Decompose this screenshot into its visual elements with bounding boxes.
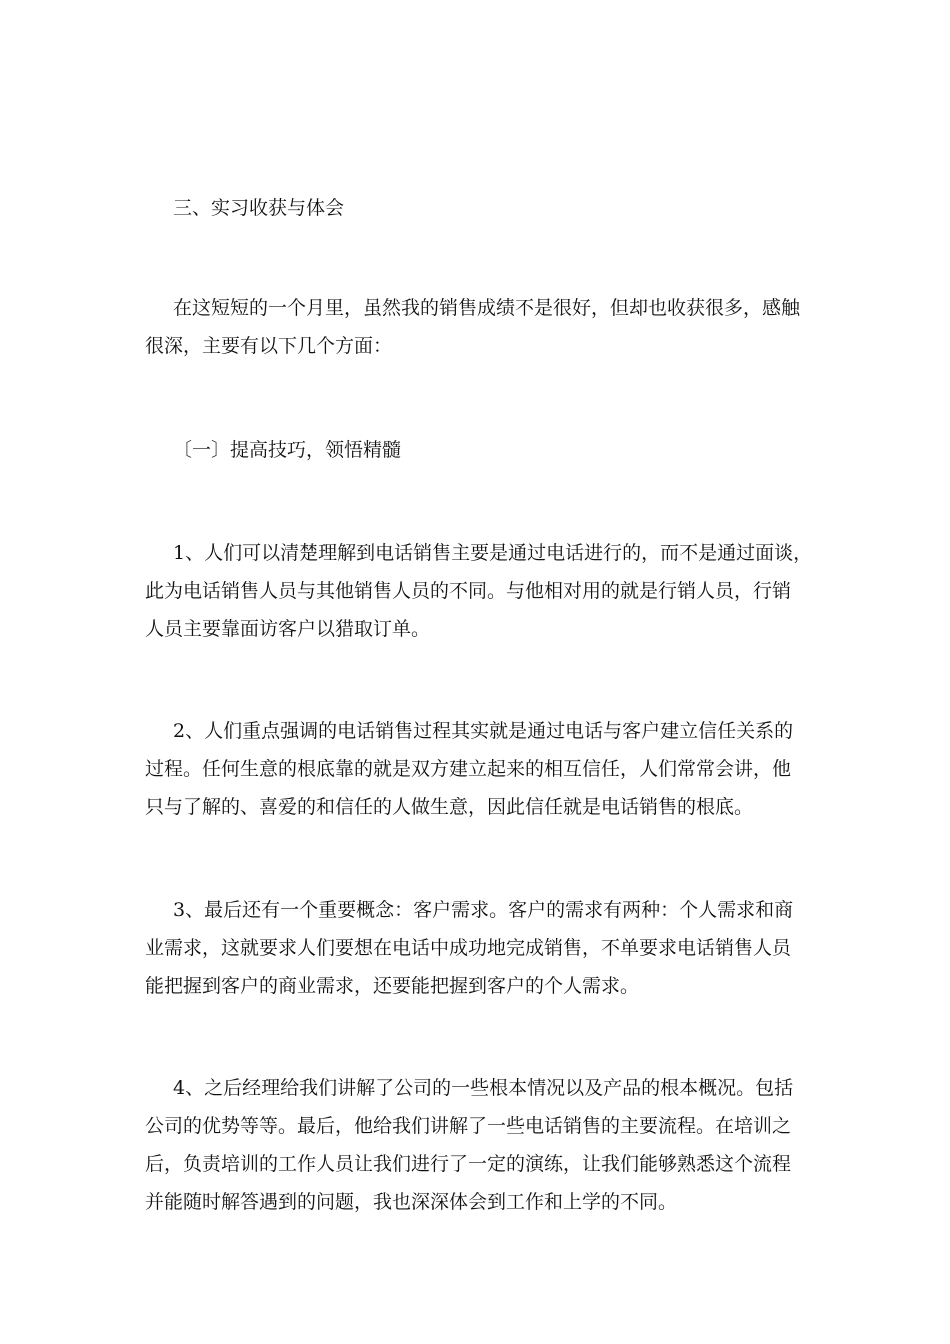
paragraph-line: 业需求，这就要求人们要想在电话中成功地完成销售，不单要求电话销售人员 [145, 937, 792, 959]
paragraph-line: 此为电话销售人员与其他销售人员的不同。与他相对用的就是行销人员，行销 [145, 580, 792, 602]
paragraph-line: 后，负责培训的工作人员让我们进行了一定的演练，让我们能够熟悉这个流程 [145, 1153, 792, 1175]
paragraph-line: 人员主要靠面访客户以猎取订单。 [145, 618, 431, 640]
subsection-heading: 〔一〕提高技巧，领悟精髓 [173, 439, 402, 461]
paragraph-line: 公司的优势等等。最后，他给我们讲解了一些电话销售的主要流程。在培训之 [145, 1115, 792, 1137]
intro-line-2: 很深，主要有以下几个方面： [145, 335, 393, 357]
paragraph-line: 能把握到客户的商业需求，还要能把握到客户的个人需求。 [145, 975, 640, 997]
paragraph-line: 并能随时解答遇到的问题，我也深深体会到工作和上学的不同。 [145, 1191, 678, 1213]
paragraph-line: 过程。任何生意的根底靠的就是双方建立起来的相互信任，人们常常会讲，他 [145, 758, 792, 780]
section-heading: 三、实习收获与体会 [173, 197, 345, 219]
paragraph-line: 4、之后经理给我们讲解了公司的一些根本情况以及产品的根本概况。包括 [173, 1077, 794, 1099]
paragraph-line: 3、最后还有一个重要概念：客户需求。客户的需求有两种：个人需求和商 [173, 899, 794, 921]
paragraph-line: 只与了解的、喜爱的和信任的人做生意，因此信任就是电话销售的根底。 [145, 796, 754, 818]
paragraph-line: 2、人们重点强调的电话销售过程其实就是通过电话与客户建立信任关系的 [173, 720, 794, 742]
paragraph-line: 1、人们可以清楚理解到电话销售主要是通过电话进行的，而不是通过面谈， [173, 542, 813, 564]
intro-line-1: 在这短短的一个月里，虽然我的销售成绩不是很好，但却也收获很多，感触 [173, 297, 801, 319]
